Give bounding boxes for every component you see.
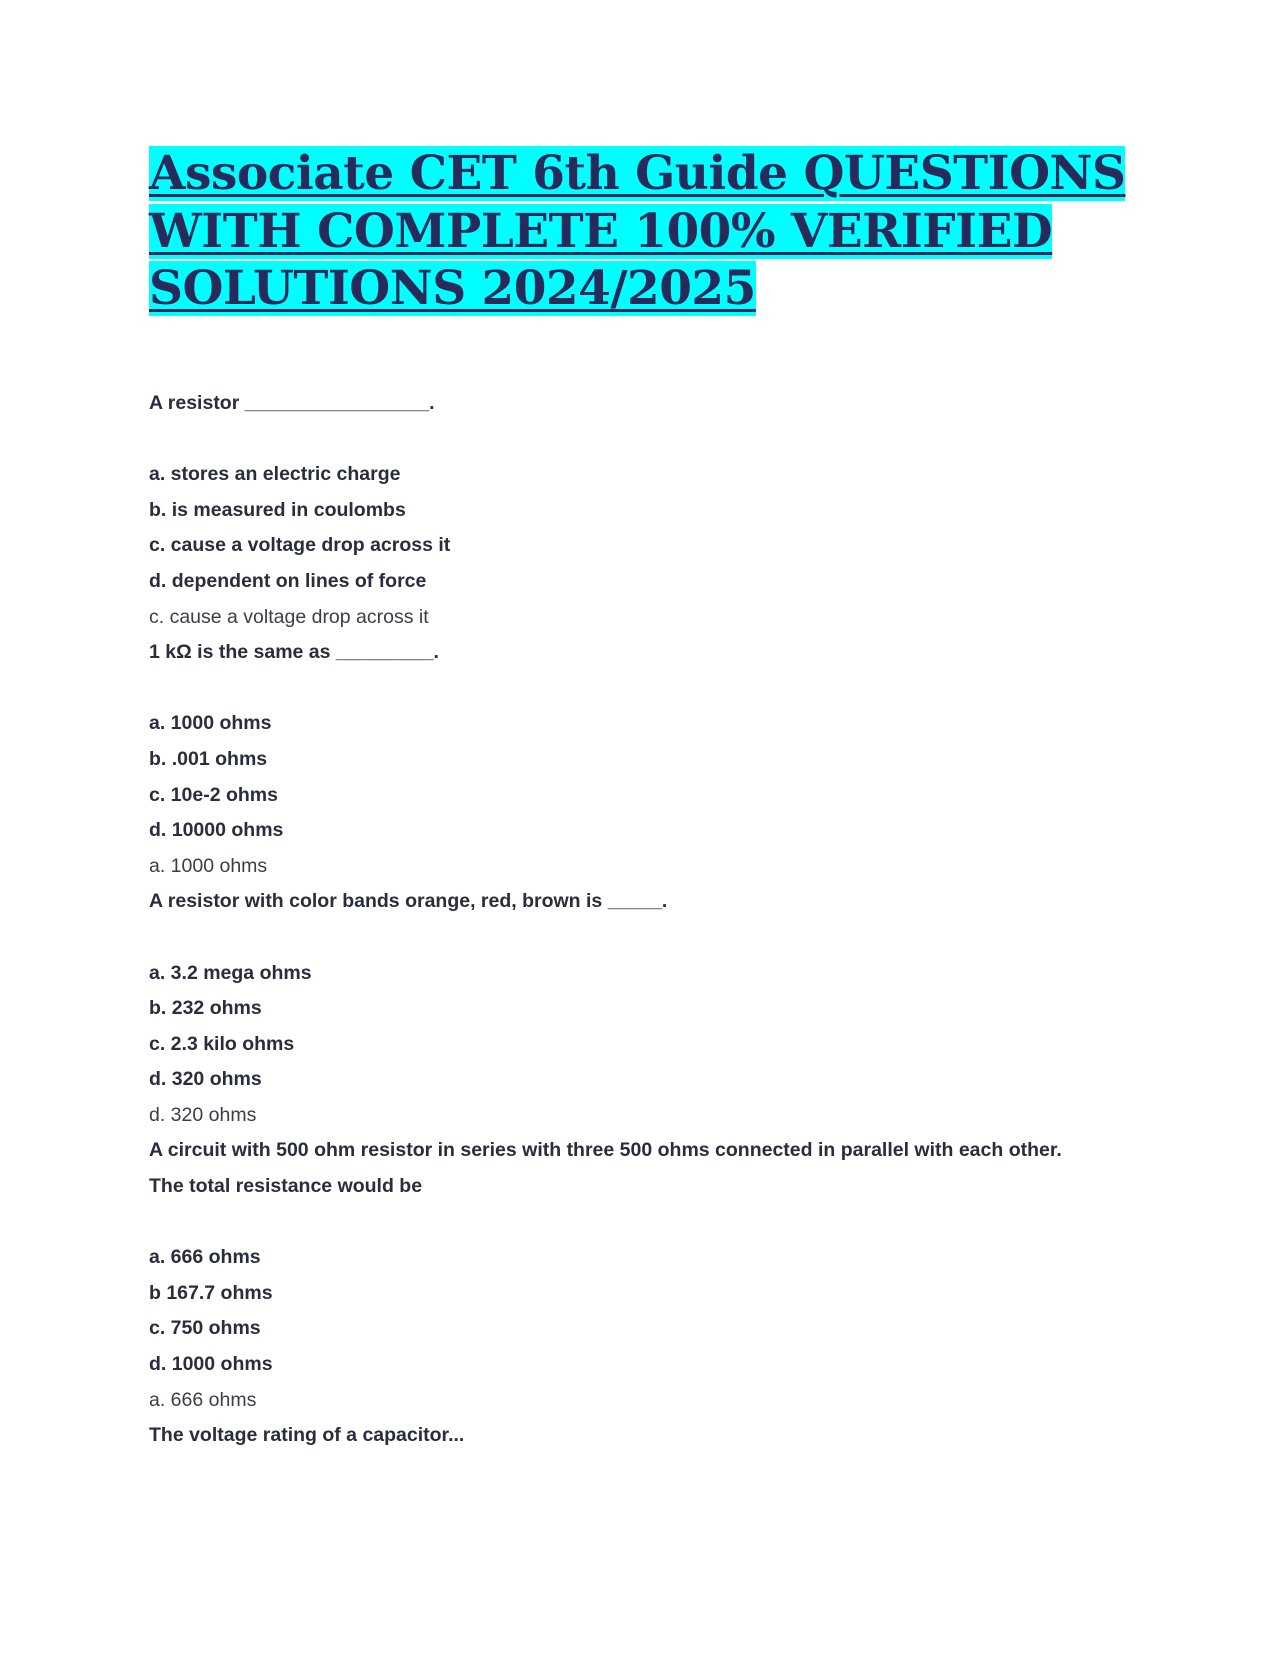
option: c. 2.3 kilo ohms xyxy=(149,1032,295,1055)
document-title xyxy=(149,145,1129,318)
answer: d. 320 ohms xyxy=(149,1103,257,1126)
answer: a. 1000 ohms xyxy=(149,854,268,877)
question-block xyxy=(149,1418,1109,1454)
question-text: 1 kΩ is the same as _________. xyxy=(149,641,439,664)
question-block xyxy=(149,884,1109,1133)
document-header xyxy=(149,145,1129,318)
option: b. .001 ohms xyxy=(149,747,268,770)
option: c. 750 ohms xyxy=(149,1317,261,1340)
option: c. 10e-2 ohms xyxy=(149,783,278,806)
option: a. stores an electric charge xyxy=(149,463,401,486)
option: b 167.7 ohms xyxy=(149,1281,273,1304)
option: d. 1000 ohms xyxy=(149,1353,273,1376)
spacer xyxy=(149,671,1109,707)
option: a. 666 ohms xyxy=(149,1246,261,1269)
question-list xyxy=(149,386,1109,1454)
option: d. 10000 ohms xyxy=(149,819,284,842)
question-block xyxy=(149,1133,1109,1418)
question-text: A resistor _________________. xyxy=(149,392,435,414)
option: c. cause a voltage drop across it xyxy=(149,534,451,557)
question-block xyxy=(149,386,1109,635)
question-text: A resistor with color bands orange, red, brown is _____. xyxy=(149,890,668,913)
question-text: A circuit with 500 ohm resistor in series with three 500 ohms connected in parallel with each other. The total resistance would be xyxy=(149,1139,1062,1198)
option: b. 232 ohms xyxy=(149,997,262,1020)
option: d. dependent on lines of force xyxy=(149,569,427,592)
question-text: The voltage rating of a capacitor... xyxy=(149,1424,465,1447)
option: b. is measured in coulombs xyxy=(149,498,406,521)
answer: c. cause a voltage drop across it xyxy=(149,605,429,628)
question-block xyxy=(149,635,1109,884)
spacer xyxy=(149,1205,1109,1241)
answer: a. 666 ohms xyxy=(149,1388,257,1411)
title-link[interactable]: Associate CET 6th Guide QUESTIONS WITH COMPLETE 100% VERIFIED SOLUTIONS 2024/2025 xyxy=(149,146,1126,316)
spacer xyxy=(149,422,1109,458)
spacer xyxy=(149,920,1109,956)
option: d. 320 ohms xyxy=(149,1068,262,1091)
option: a. 3.2 mega ohms xyxy=(149,961,312,984)
option: a. 1000 ohms xyxy=(149,712,272,735)
